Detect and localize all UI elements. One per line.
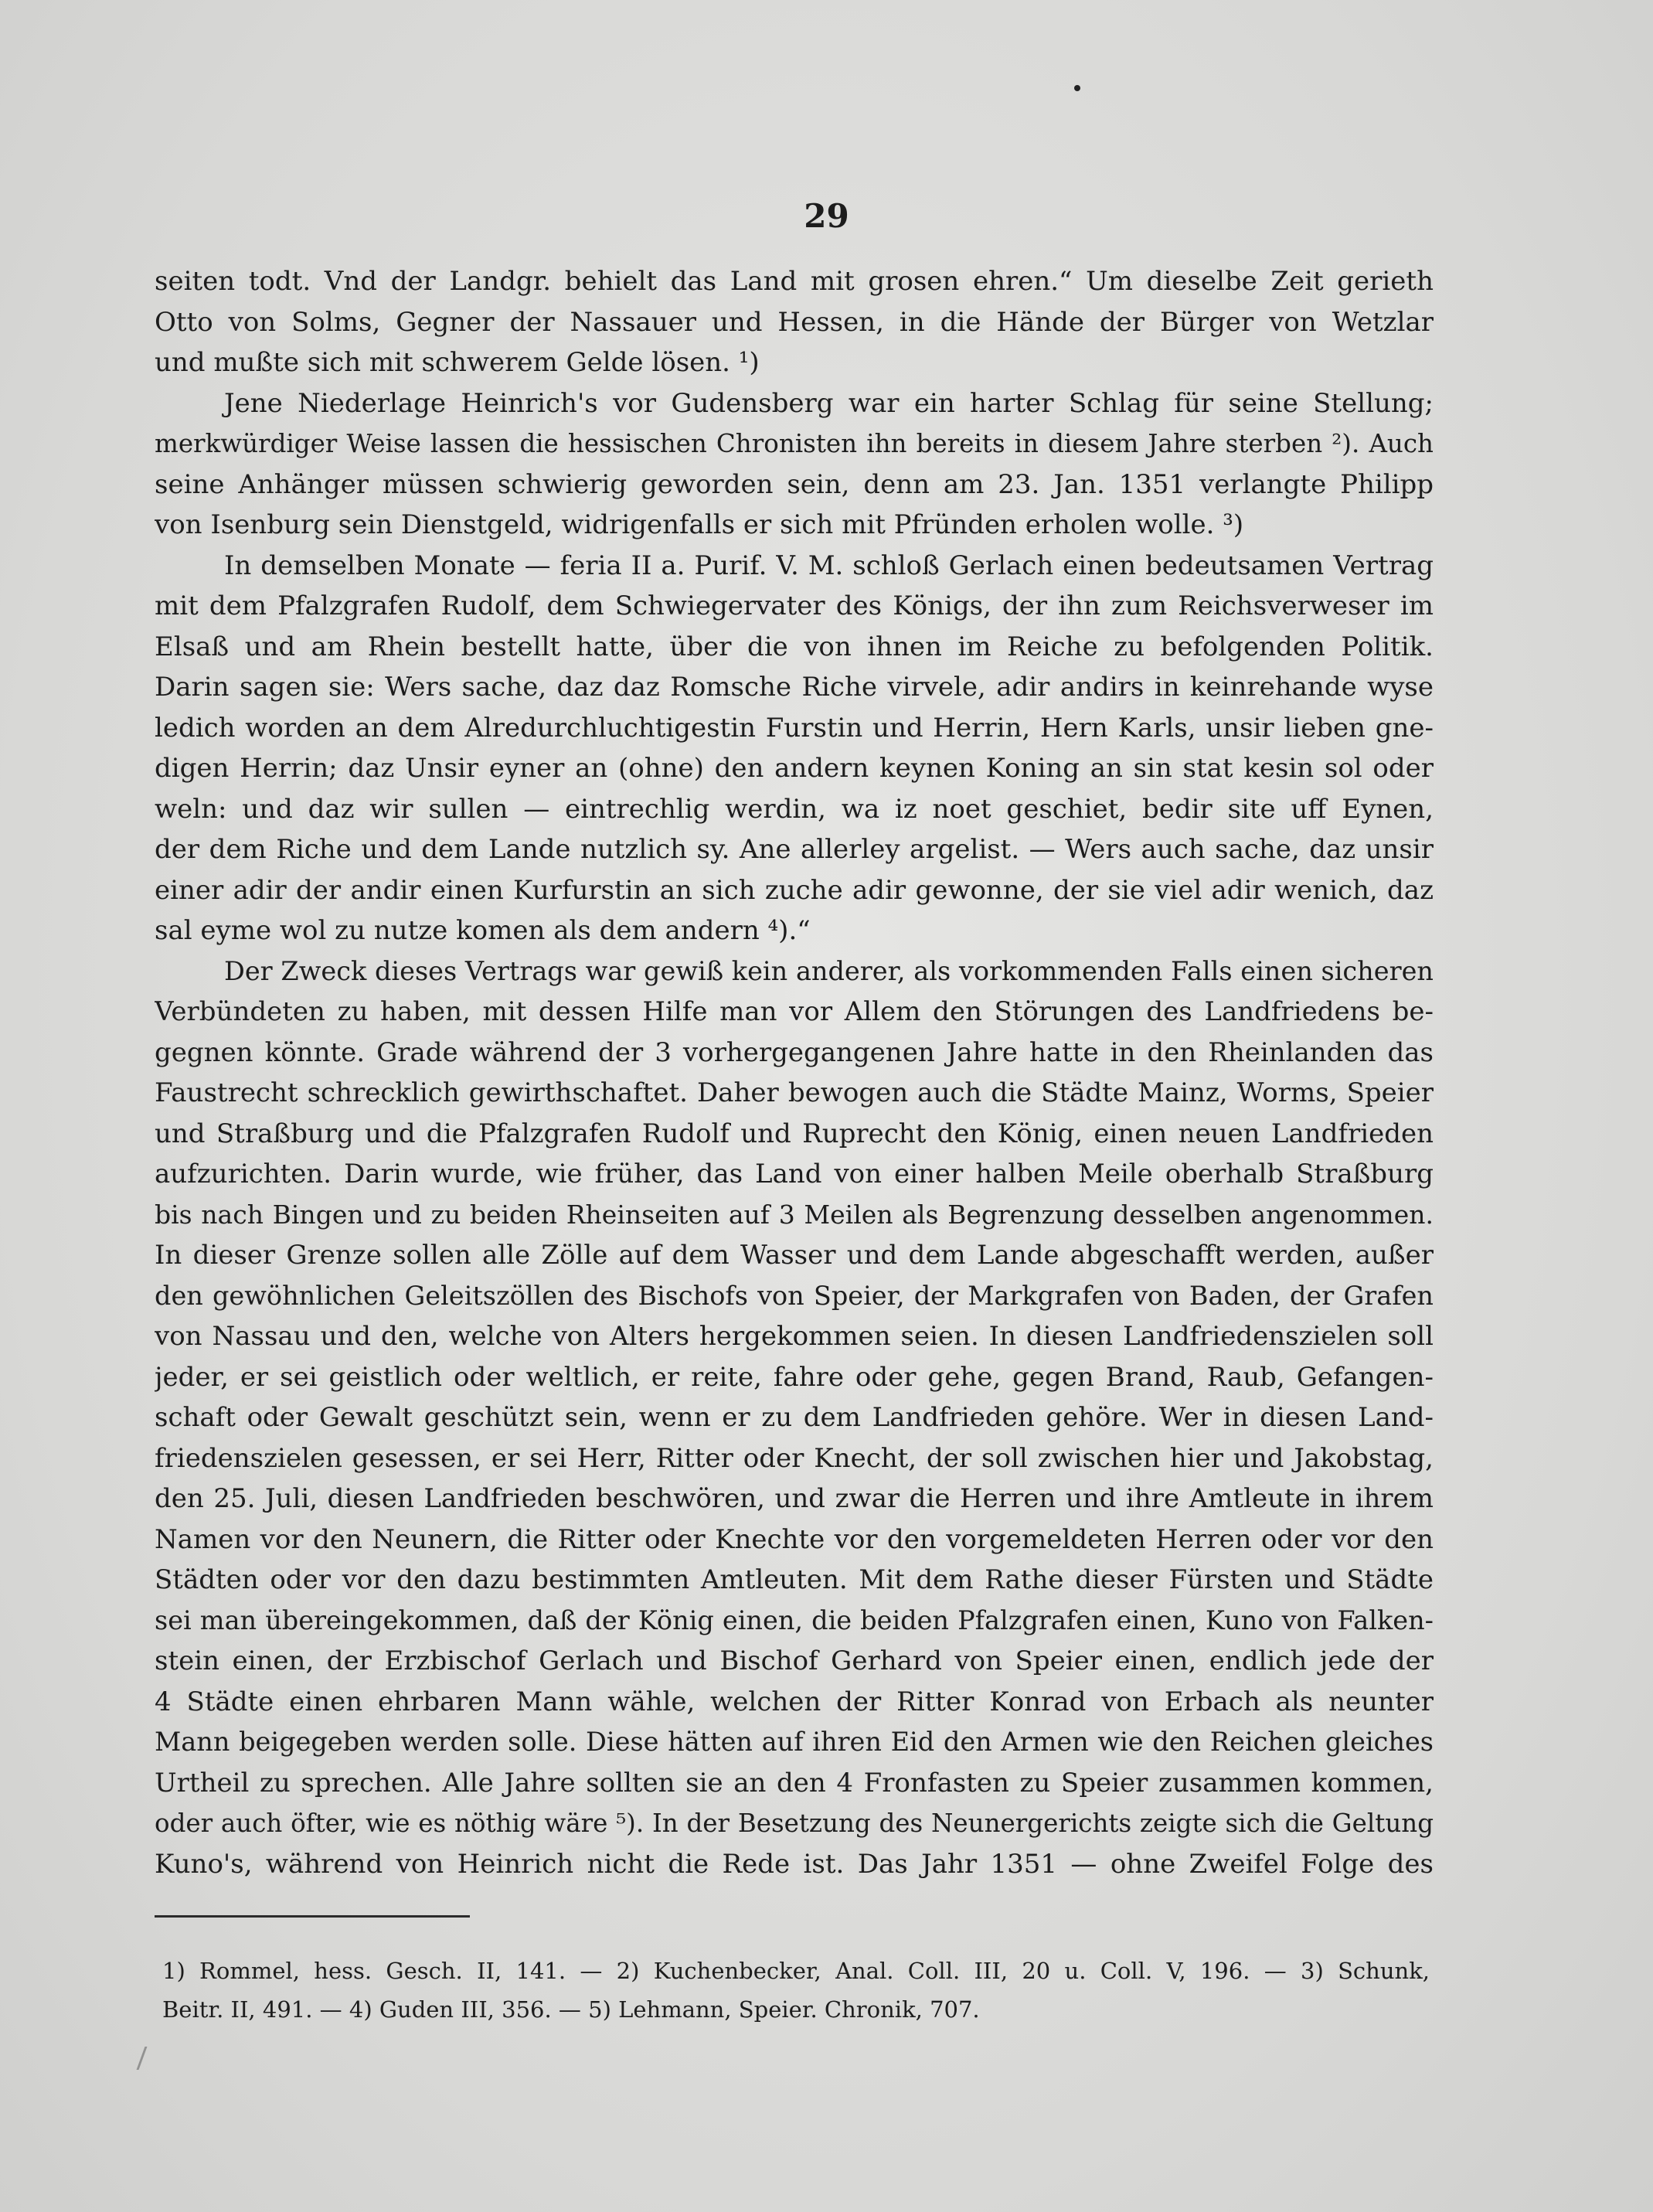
text-line: digen Herrin; daz Unsir eyner an (ohne) den andern keynen Koning an sin stat kesin sol oder xyxy=(155,753,1434,784)
main-text-block xyxy=(155,261,1434,1884)
text-line: sal eyme wol zu nutze komen als dem andern ⁴).“ xyxy=(155,915,811,946)
text-line: Verbündeten zu haben, mit dessen Hilfe man vor Allem den Störungen des Landfriedens be- xyxy=(155,996,1434,1027)
text-line: Elsaß und am Rhein bestellt hatte, über die von ihnen im Reiche zu befolgenden Politik. xyxy=(155,631,1434,662)
text-line: weln: und daz wir sullen — eintrechlig werdin, wa iz noet geschiet, bedir site uff Eynen, xyxy=(155,793,1434,825)
text-line: Mann beigegeben werden solle. Diese hätten auf ihren Eid den Armen wie den Reichen gleiches xyxy=(155,1727,1434,1757)
text-line: Der Zweck dieses Vertrags war gewiß kein anderer, als vorkommenden Falls einen sicheren xyxy=(224,955,1434,986)
text-line: einer adir der andir einen Kurfurstin an sich zuche adir gewonne, der sie viel adir wenich, daz xyxy=(155,874,1434,906)
text-line: Faustrecht schrecklich gewirthschaftet. Daher bewogen auch die Städte Mainz, Worms, Speier xyxy=(155,1077,1434,1108)
text-line: jeder, er sei geistlich oder weltlich, er reite, fahre oder gehe, gegen Brand, Raub, Gefangen- xyxy=(155,1361,1434,1393)
text-line: friedenszielen gesessen, er sei Herr, Ritter oder Knecht, der soll zwischen hier und Jakobstag, xyxy=(155,1442,1434,1474)
text-line: bis nach Bingen und zu beiden Rheinseiten auf 3 Meilen als Begrenzung desselben angenommen. xyxy=(155,1199,1434,1230)
page-number: 29 xyxy=(804,197,849,235)
text-line: sei man übereingekommen, daß der König einen, die beiden Pfalzgrafen einen, Kuno von Falken- xyxy=(155,1605,1434,1635)
text-line: Städten oder vor den dazu bestimmten Amtleuten. Mit dem Rathe dieser Fürsten und Städte xyxy=(155,1564,1434,1595)
text-line: Urtheil zu sprechen. Alle Jahre sollten sie an den 4 Fronfasten zu Speier zusammen kommen, xyxy=(155,1767,1434,1799)
pencil-mark xyxy=(137,2047,158,2070)
text-line: Jene Niederlage Heinrich's vor Gudensberg war ein harter Schlag für seine Stellung; xyxy=(224,387,1434,419)
ink-speck xyxy=(1074,85,1080,91)
text-line: von Isenburg sein Dienstgeld, widrigenfalls er sich mit Pfründen erholen wolle. ³) xyxy=(155,509,1244,540)
text-line: 4 Städte einen ehrbaren Mann wähle, welchen der Ritter Konrad von Erbach als neunter xyxy=(155,1686,1434,1717)
text-line: der dem Riche und dem Lande nutzlich sy. Ane allerley argelist. — Wers auch sache, daz unsir xyxy=(155,834,1434,865)
text-line: In demselben Monate — feria II a. Purif. V. M. schloß Gerlach einen bedeutsamen Vertrag xyxy=(224,550,1434,581)
text-line: In dieser Grenze sollen alle Zölle auf dem Wasser und dem Lande abgeschafft werden, außer xyxy=(155,1240,1434,1271)
text-line: und mußte sich mit schwerem Gelde lösen. ¹) xyxy=(155,347,760,378)
footnote-line: Beitr. II, 491. — 4) Guden III, 356. — 5) Lehmann, Speier. Chronik, 707. xyxy=(162,1996,980,2023)
text-line: schaft oder Gewalt geschützt sein, wenn er zu dem Landfrieden gehöre. Wer in diesen Land- xyxy=(155,1402,1434,1433)
text-line: seiten todt. Vnd der Landgr. behielt das Land mit grosen ehren.“ Um dieselbe Zeit gerieth xyxy=(155,266,1434,297)
text-line: mit dem Pfalzgrafen Rudolf, dem Schwiegervater des Königs, der ihn zum Reichsverweser im xyxy=(155,590,1434,621)
text-line: seine Anhänger müssen schwierig geworden sein, denn am 23. Jan. 1351 verlangte Philipp xyxy=(155,468,1434,500)
footnote-line: 1) Rommel, hess. Gesch. II, 141. — 2) Kuchenbecker, Anal. Coll. III, 20 u. Coll. V, 196. — 3) Schunk, xyxy=(162,1958,1430,1984)
text-line: aufzurichten. Darin wurde, wie früher, das Land von einer halben Meile oberhalb Straßburg xyxy=(155,1159,1434,1189)
text-line: Darin sagen sie: Wers sache, daz daz Romsche Riche virvele, adir andirs in keinrehande wyse xyxy=(155,672,1434,703)
footnote-divider xyxy=(155,1915,470,1918)
text-line: Namen vor den Neunern, die Ritter oder Knechte vor den vorgemeldeten Herren oder vor den xyxy=(155,1523,1434,1555)
text-line: gegnen könnte. Grade während der 3 vorhergegangenen Jahre hatte in den Rheinlanden das xyxy=(155,1036,1434,1068)
text-line: Kuno's, während von Heinrich nicht die Rede ist. Das Jahr 1351 — ohne Zweifel Folge des xyxy=(155,1848,1434,1880)
text-line: stein einen, der Erzbischof Gerlach und Bischof Gerhard von Speier einen, endlich jede der xyxy=(155,1645,1434,1676)
text-line: von Nassau und den, welche von Alters hergekommen seien. In diesen Landfriedenszielen soll xyxy=(155,1321,1434,1352)
text-line: merkwürdiger Weise lassen die hessischen Chronisten ihn bereits in diesem Jahre sterben ²). Auch xyxy=(155,429,1434,458)
text-line: oder auch öfter, wie es nöthig wäre ⁵). In der Besetzung des Neunergerichts zeigte sich die Geltung xyxy=(155,1809,1434,1838)
text-line: Otto von Solms, Gegner der Nassauer und Hessen, in die Hände der Bürger von Wetzlar xyxy=(155,306,1434,338)
text-line: und Straßburg und die Pfalzgrafen Rudolf und Ruprecht den König, einen neuen Landfrieden xyxy=(155,1118,1434,1149)
text-line: ledich worden an dem Alredurchluchtigestin Furstin und Herrin, Hern Karls, unsir lieben gne- xyxy=(155,712,1434,744)
text-line: den gewöhnlichen Geleitszöllen des Bischofs von Speier, der Markgrafen von Baden, der Grafen xyxy=(155,1280,1434,1311)
text-line: den 25. Juli, diesen Landfrieden beschwören, und zwar die Herren und ihre Amtleute in ihrem xyxy=(155,1483,1434,1514)
footnotes-block xyxy=(162,1952,1430,2029)
